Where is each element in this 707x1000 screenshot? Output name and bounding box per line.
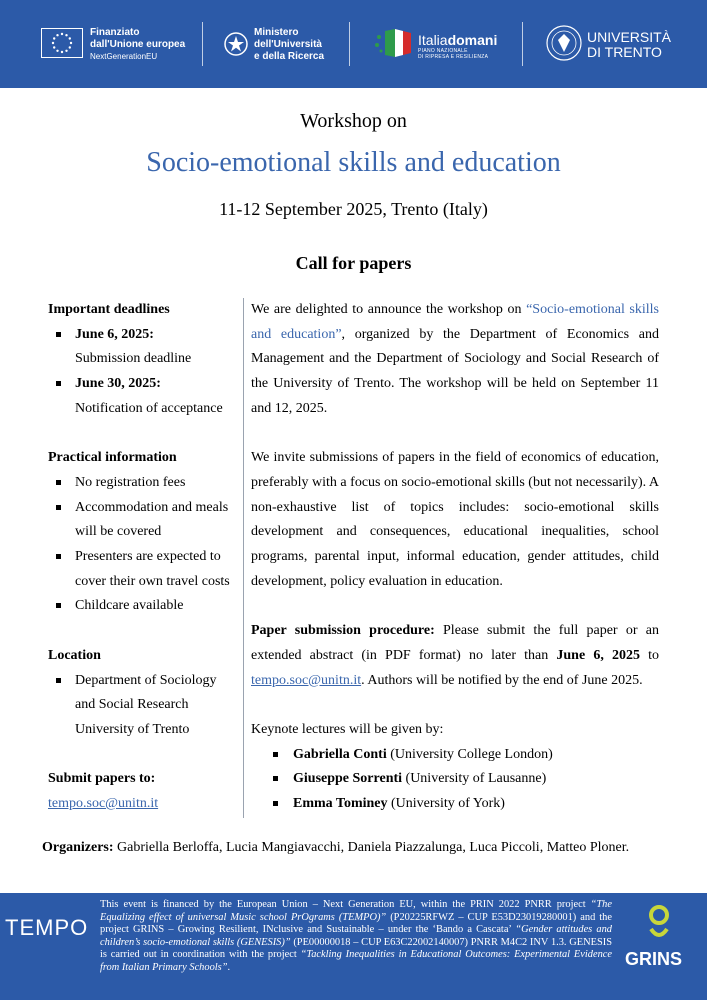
tempo-logo	[5, 915, 88, 941]
eu-line-1: Finanziato	[90, 27, 140, 38]
location-line: and Social Research	[75, 697, 189, 713]
submission-date: June 6, 2025	[556, 647, 640, 663]
call-for-papers-heading: Call for papers	[295, 253, 412, 273]
practical-heading: Practical information	[48, 450, 177, 466]
header-divider	[202, 22, 203, 66]
tempo-project-title: “The Equalizing effect of universal Music school PrOgrams (TEMPO)”	[100, 899, 612, 923]
header-divider	[522, 22, 523, 66]
topics-paragraph: We invite submissions of papers in the field of economics of education, preferably with a focus on socio-emotional skills (but not necessarily). A non-exhaustive list of topics includes: socio-emotional skills development and consequences, educational inequalities, school programs, parental input, informal education, gender attitudes, child development, policy evaluation in education.	[251, 450, 659, 589]
ministry-label	[254, 27, 324, 63]
submission-text: Please submit the full paper or an extended abstract (in PDF format) no later than	[251, 623, 659, 663]
submission-paragraph	[251, 619, 659, 693]
intro-paragraph	[251, 298, 659, 422]
column-divider	[243, 298, 244, 818]
eu-line-3: NextGenerationEU	[90, 52, 158, 61]
unitn-line-1: UNIVERSITÀ	[587, 29, 672, 45]
practical-section	[48, 446, 244, 619]
keynote-name: Gabriella Conti	[293, 746, 387, 762]
location-line: University of Trento	[75, 721, 190, 737]
mur-line-2: dell'Università	[254, 39, 322, 50]
submission-email-link[interactable]: tempo.soc@unitn.it	[251, 672, 362, 688]
practical-item: Accommodation and meals	[48, 496, 244, 521]
funding-statement	[100, 899, 612, 975]
practical-item-cont: will be covered	[75, 524, 162, 540]
grins-emblem-icon	[646, 903, 672, 943]
unitn-seal-icon	[545, 24, 583, 62]
submit-heading: Submit papers to:	[48, 771, 156, 787]
keynote-name: Giuseppe Sorrenti	[293, 771, 403, 787]
location-line: Department of Sociology	[48, 669, 244, 694]
grins-logo: GRINS	[625, 949, 683, 969]
intro-workshop-title: “Socio-emotional skills and education”	[251, 302, 659, 342]
keynote-item	[251, 743, 659, 768]
workshop-title: Socio-emotional skills and education	[146, 147, 561, 178]
unitn-line-2: DI TRENTO	[587, 44, 662, 60]
practical-item: No registration fees	[48, 471, 244, 496]
funding-text: This event is financed by the European Union – Next Generation EU, within the PRIN 2022 PNRR project	[100, 899, 591, 910]
keynote-affiliation: (University of Lausanne)	[402, 771, 547, 787]
organizers-label: Organizers:	[42, 840, 114, 855]
eu-funding-label	[90, 27, 185, 63]
submission-text: to	[639, 647, 660, 663]
mur-line-1: Ministero	[254, 27, 299, 38]
left-column	[48, 298, 244, 817]
header-banner	[0, 0, 707, 88]
submit-email-link[interactable]: tempo.soc@unitn.it	[48, 796, 159, 812]
location-section	[48, 644, 244, 743]
submit-section	[48, 767, 244, 816]
funding-text: .	[227, 961, 231, 973]
deadline-2-desc: Notification of acceptance	[75, 400, 223, 416]
tempo-logo-text: TEMPO	[5, 915, 89, 940]
keynote-affiliation: (University of York)	[387, 796, 505, 812]
italia-domani-label	[418, 33, 497, 60]
intro-text-cont: , organized by the Department of Economics and Management and the Department of Sociology and Social Research of the University of Trento. The workshop will be held on September 11 and 12, 2025.	[251, 326, 659, 416]
eu-line-2: dall'Unione europea	[90, 39, 186, 50]
intro-text: We are delighted to announce the workshop on	[251, 302, 527, 317]
genesis-project-title: “Gender attitudes and children’s socio-emotional skills (GENESIS)”	[100, 924, 612, 948]
keynote-item	[251, 767, 659, 792]
deadlines-heading: Important deadlines	[48, 302, 170, 317]
italia-sub-1: PIANO NAZIONALE	[418, 48, 468, 54]
practical-item: Childcare available	[48, 594, 244, 619]
deadline-1-desc: Submission deadline	[75, 351, 192, 367]
italia-word: Italia	[418, 32, 448, 48]
italia-domani-flag-icon	[373, 27, 413, 59]
keynote-intro: Keynote lectures will be given by:	[251, 721, 444, 737]
location-heading: Location	[48, 647, 101, 663]
domani-word: domani	[447, 32, 498, 48]
deadline-1-date: June 6, 2025:	[48, 323, 244, 348]
italia-sub-2: DI RIPRESA E RESILIENZA	[418, 54, 489, 60]
eu-flag-icon	[41, 28, 83, 58]
coordination-project-title: “Tackling Inequalities in Educational Outcomes: Experimental Evidence from Italian Primary Schools”	[100, 949, 612, 973]
header-divider	[349, 22, 350, 66]
republic-emblem-icon	[223, 30, 249, 58]
workshop-on: Workshop on	[300, 110, 407, 132]
practical-item: Presenters are expected to	[48, 545, 244, 570]
practical-item-cont: cover their own travel costs	[75, 573, 230, 589]
organizers	[42, 840, 682, 856]
keynote-item	[251, 792, 659, 817]
organizers-names: Gabriella Berloffa, Lucia Mangiavacchi, Daniela Piazzalunga, Luca Piccoli, Matteo Ploner.	[113, 840, 630, 855]
footer-banner	[0, 893, 707, 1000]
submission-text: . Authors will be notified by the end of June 2025.	[361, 672, 643, 688]
keynote-name: Emma Tominey	[293, 796, 388, 812]
submission-label: Paper submission procedure:	[251, 623, 435, 639]
keynote-affiliation: (University College London)	[386, 746, 553, 762]
date-place: 11-12 September 2025, Trento (Italy)	[219, 199, 488, 219]
funding-text: (PE00000018 – CUP E63C22002140007) PNRR M4C2 INV 1.3. GENESIS is carried out in coordination with the project	[100, 936, 612, 961]
unitn-label	[587, 30, 671, 60]
funding-text: (P20225RFWZ – CUP E53D23019280001) and the project GRINS – Growing Resilient, INclusive and Sustainable – under the ‘Bando a Cascata’	[100, 911, 612, 936]
right-column	[251, 298, 659, 817]
deadlines-section	[48, 298, 244, 422]
deadline-2-date: June 30, 2025:	[48, 372, 244, 397]
mur-line-3: e della Ricerca	[254, 51, 325, 62]
